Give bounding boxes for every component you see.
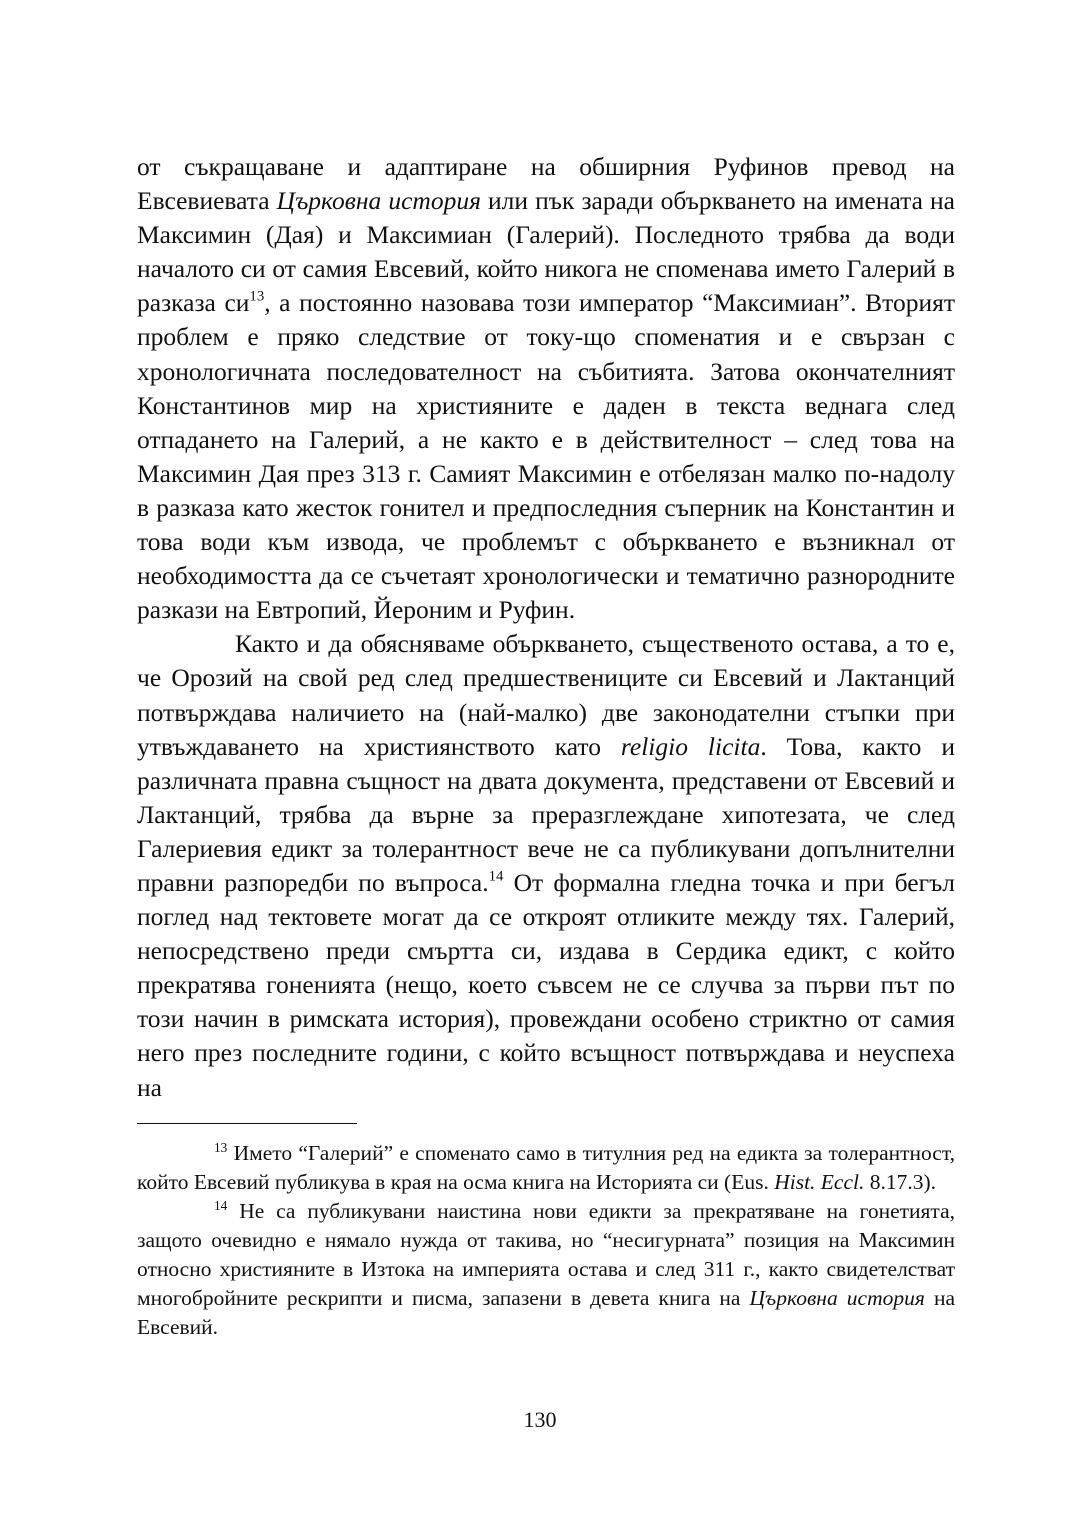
footnotes — [137, 1139, 955, 1342]
paragraph-1-text-a: от съкращаване и адаптиране на обширния Руфинов превод на Евсевиевата — [137, 152, 955, 216]
page-number: 130 — [523, 1407, 557, 1432]
main-text — [137, 150, 955, 1105]
footnote-13-text-b: 8.17.3). — [864, 1170, 937, 1194]
footnote-ref-14[interactable]: 14 — [488, 868, 504, 885]
footnote-14-number: 14 — [214, 1198, 228, 1214]
footnote-14-text-b: на Евсевий. — [137, 1286, 955, 1339]
footnote-13-text-a: Името “Галерий” е споменато само в титулния ред на едикта за толерантност, който Евсевий публикува в края на осма книга на Историята си (Eus. — [137, 1141, 955, 1194]
footnote-14-italic: Църковна история — [749, 1286, 925, 1310]
title-italic: Църковна история — [276, 186, 481, 216]
footnote-ref-13[interactable]: 13 — [249, 288, 265, 305]
paragraph-1-text-b: или пък заради объркването на имената на Максимин (Дая) и Максимиан (Галерий). Последното трябва да води началото си от самия Евсевий, който никога не споменава името Галерий в разказа си — [137, 186, 955, 318]
footnote-separator — [137, 1123, 357, 1124]
footnote-14 — [137, 1197, 955, 1342]
paragraph-2-text-a: Както и да обясняваме объркването, същественото остава, а то е, че Орозий на свой ред след предшествениците си Евсевий и Лактанций потвърждава наличието на (най-малко) две законодателни стъпки при утвъждаването на християнството като — [137, 629, 955, 761]
footnote-13-number: 13 — [214, 1140, 228, 1156]
latin-term-italic: religio licita — [620, 731, 761, 761]
paragraph-2-text-c: От формална гледна точка и при бегъл поглед над тектовете могат да се откроят отликите между тях. Галерий, непосредствено преди смъртта си, издава в Сердика едикт, с който прекратява гоненията (нещо, което съвсем не се случва за първи път по този начин в римската история), провеждани особено стриктно от самия него през последните години, с който всъщност потвърждава и неуспеха на — [137, 867, 955, 1102]
footnote-13 — [137, 1139, 955, 1197]
paragraph-1-text-c: , а постоянно назовава този император “Максимиан”. Вторият проблем е пряко следствие от току-що споменатия и е свързан с хронологичната последователност на събитията. Затова окончателният Константинов мир на християните е даден в текста веднага след отпадането на Галерий, а не както е в действителност – след това на Максимин Дая през 313 г. Самият Максимин е отбелязан малко по-надолу в разказа като жесток гонител и предпоследния съперник на Константин и това води към извода, че проблемът с объркването е възникнал от необходимостта да се съчетаят хронологически и тематично разнородните разкази на Евтропий, Йероним и Руфин. — [137, 288, 955, 625]
footnote-13-italic: Hist. Eccl. — [774, 1170, 865, 1194]
paragraph-2-text-b: . Това, както и различната правна същност на двата документа, представени от Евсевий и Лактанций, трябва да върне за преразглеждане хипотезата, че след Галериевия едикт за толерантност вече не са публикувани допълнителни правни разпоредби по въпроса. — [137, 731, 955, 897]
paragraph-1 — [137, 150, 955, 627]
footnote-14-text-a: Не са публикувани наистина нови едикти за прекратяване на гонетията, защото очевидно е нямало нужда от такива, но “несигурната” позиция на Максимин относно християните в Изтока на империята остава и след 311 г., както свидетелстват многобройните рескрипти и писма, запазени в девета книга на — [137, 1199, 955, 1310]
paragraph-2 — [137, 627, 955, 1104]
